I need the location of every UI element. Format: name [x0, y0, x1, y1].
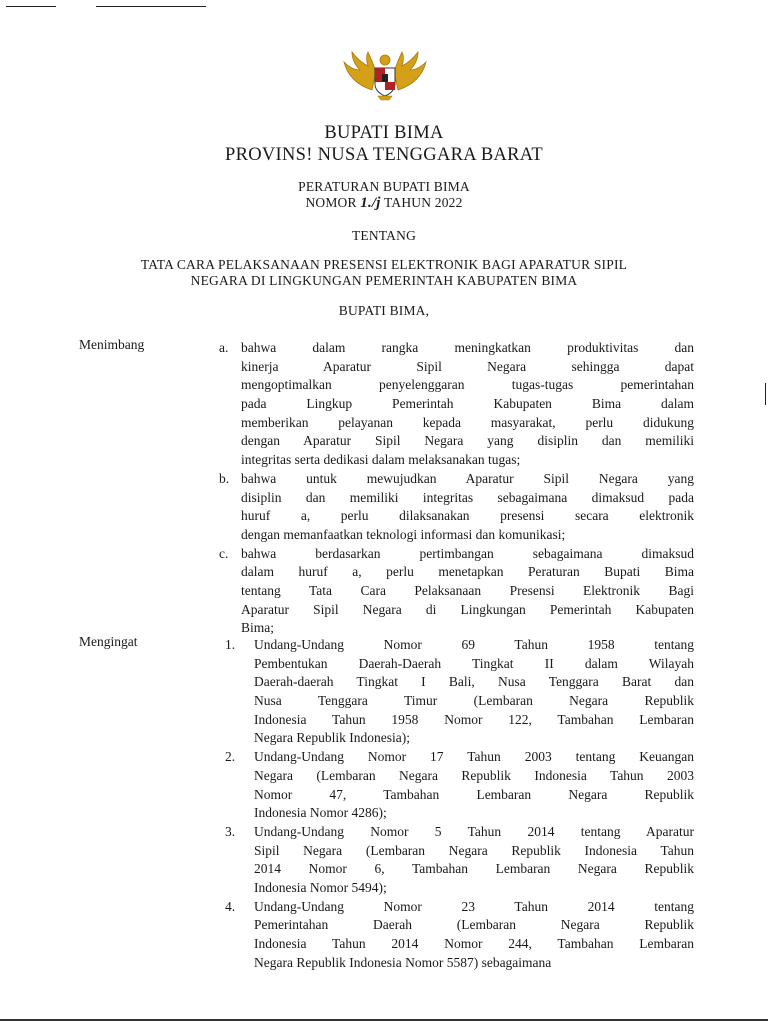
title-line-1: BUPATI BIMA — [324, 123, 444, 143]
text-line: Negara Republik Indonesia); — [254, 730, 410, 746]
text-line: bahwa untuk mewujudkan Aparatur Sipil Negara yang — [241, 470, 694, 486]
menimbang-item — [219, 470, 694, 545]
subject-line-2: NEGARA DI LINGKUNGAN PEMERINTAH KABUPATEN BIMA — [190, 273, 578, 288]
text-line: dengan memanfaatkan teknologi informasi dan komunikasi; — [241, 526, 566, 542]
text-line: 2014 Nomor 6, Tambahan Lembaran Negara Republik — [254, 861, 694, 877]
text-line: Undang-Undang Nomor 5 Tahun 2014 tentang Aparatur — [254, 824, 694, 839]
text-line: bahwa berdasarkan pertimbangan sebagaimana dimaksud — [241, 545, 694, 561]
text-line: memberikan pelayanan kepada masyarakat, perlu didukung — [241, 414, 694, 430]
text-line: mengoptimalkan penyelenggaran tugas-tugas pemerintahan — [241, 377, 694, 393]
list-item-marker: 3. — [225, 824, 236, 839]
list-item-marker: 4. — [225, 898, 236, 914]
text-line: dengan Aparatur Sipil Negara yang disiplin dan memiliki — [241, 433, 694, 449]
regulation-number — [0, 195, 768, 211]
text-line: Pembentukan Daerah-Daerah Tingkat II dalam Wilayah — [254, 655, 694, 671]
garuda-emblem-icon — [342, 50, 428, 102]
number-prefix: NOMOR — [305, 195, 357, 210]
tentang-heading: TENTANG — [351, 228, 417, 243]
text-line: kinerja Aparatur Sipil Negara sehingga dapat — [241, 358, 694, 374]
text-line: Indonesia Nomor 5494); — [254, 880, 387, 896]
list-item-text — [254, 823, 694, 898]
list-item-marker: b. — [219, 470, 230, 486]
text-line: bahwa dalam rangka meningkatkan produktivitas dan — [241, 340, 694, 355]
top-rule-left — [6, 6, 56, 7]
list-item-text — [241, 545, 694, 638]
list-item-marker: 2. — [225, 749, 236, 765]
regulation-title: PERATURAN BUPATI BIMA — [298, 179, 470, 194]
list-item-marker: c. — [219, 545, 229, 561]
subject-line-1: TATA CARA PELAKSANAAN PRESENSI ELEKTRONIK BAGI APARATUR SIPIL — [140, 257, 628, 272]
list-item-text — [254, 898, 694, 973]
text-line: Aparatur Sipil Negara di Lingkungan Pemerintah Kabupaten — [241, 601, 694, 617]
menimbang-item — [219, 339, 694, 470]
mengingat-label: Mengingat — [79, 634, 138, 649]
right-margin-mark — [765, 383, 766, 405]
mengingat-item — [225, 823, 694, 898]
number-value: 1./j — [360, 195, 381, 211]
text-line: Negara Republik Indonesia Nomor 5587) sebagaimana — [254, 954, 552, 970]
text-line: Pemerintahan Daerah (Lembaran Negara Republik — [254, 917, 694, 933]
text-line: huruf a, perlu dilaksanakan presensi secara elektronik — [241, 508, 694, 524]
mengingat-item — [225, 898, 694, 973]
list-item-marker: a. — [219, 340, 229, 355]
text-line: tentang Tata Cara Pelaksanaan Presensi Elektronik Bagi — [241, 583, 694, 599]
text-line: pada Lingkup Pemerintah Kabupaten Bima dalam — [241, 396, 694, 412]
number-suffix: TAHUN 2022 — [384, 195, 463, 210]
text-line: dalam huruf a, perlu menetapkan Peraturan Bupati Bima — [241, 564, 694, 580]
text-line: Indonesia Tahun 2014 Nomor 244, Tambahan Lembaran — [254, 936, 694, 952]
list-item-text — [241, 470, 694, 545]
menimbang-item — [219, 545, 694, 639]
list-item-marker: 1. — [225, 637, 236, 652]
text-line: Undang-Undang Nomor 69 Tahun 1958 tentang — [254, 637, 694, 652]
title-line-2: PROVINS! NUSA TENGGARA BARAT — [225, 145, 543, 165]
text-line: Undang-Undang Nomor 17 Tahun 2003 tentang Keuangan — [254, 749, 694, 765]
text-line: disiplin dan memiliki integritas sebagaimana dimaksud pada — [241, 489, 694, 505]
list-item-text — [241, 339, 694, 470]
top-rule-right — [96, 6, 206, 7]
text-line: integritas serta dedikasi dalam melaksanakan tugas; — [241, 452, 521, 468]
text-line: Bima; — [241, 620, 274, 636]
text-line: Nomor 47, Tambahan Lembaran Negara Republik — [254, 786, 694, 802]
text-line: Daerah-daerah Tingkat I Bali, Nusa Tenggara Barat dan — [254, 674, 694, 690]
mengingat-item — [225, 636, 694, 748]
list-item-text — [254, 748, 694, 823]
issuer-heading: BUPATI BIMA, — [338, 303, 430, 318]
text-line: Indonesia Tahun 1958 Nomor 122, Tambahan Lembaran — [254, 711, 694, 727]
text-line: Indonesia Nomor 4286); — [254, 805, 387, 821]
list-item-text — [254, 636, 694, 748]
text-line: Nusa Tenggara Timur (Lembaran Negara Republik — [254, 693, 694, 709]
text-line: Sipil Negara (Lembaran Negara Republik Indonesia Tahun — [254, 842, 694, 858]
bottom-rule — [0, 1019, 768, 1021]
menimbang-label: Menimbang — [79, 337, 145, 352]
text-line: Undang-Undang Nomor 23 Tahun 2014 tentang — [254, 898, 694, 914]
text-line: Negara (Lembaran Negara Republik Indonesia Tahun 2003 — [254, 767, 694, 783]
mengingat-item — [225, 748, 694, 823]
